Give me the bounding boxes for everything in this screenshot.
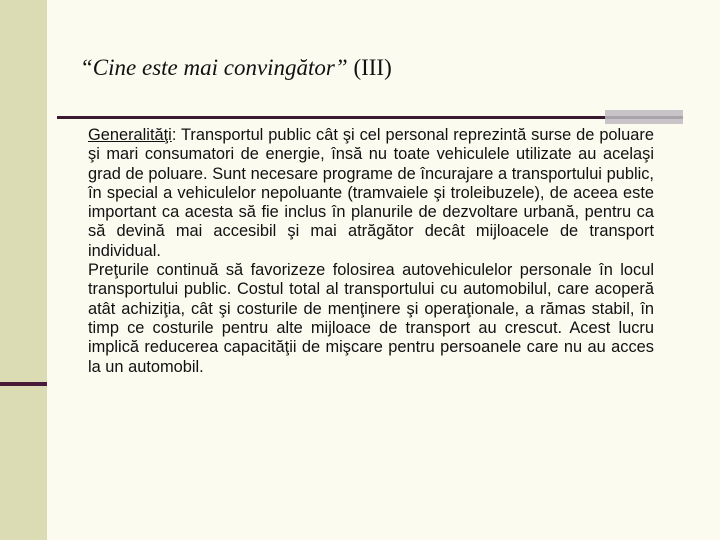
paragraph-lead-colon: : xyxy=(171,126,182,144)
title-rule xyxy=(57,116,677,119)
paragraph-lead: Generalităţi xyxy=(88,126,172,144)
sidebar-marker xyxy=(0,382,47,386)
title-text: “Cine este mai convingător” xyxy=(80,55,354,80)
sidebar-band xyxy=(0,0,47,540)
slide-title xyxy=(80,55,392,81)
slide-body xyxy=(88,126,654,377)
title-roman-numeral: (III) xyxy=(353,55,392,80)
title-rule-accent-line xyxy=(605,116,683,119)
paragraph-body: Transportul public cât şi cel personal reprezintă surse de poluare şi mari consumatori de energie, însă nu toate vehiculele utilizate au acelaşi grad de poluare. Sunt necesare programe de încurajare a transportului public, în special a vehiculelor nepoluante (tramvaiele şi troleibuzele), de aceea este important ca acesta să fie inclus în planurile de dezvoltare urbană, pentru ca să devină mai accesibil şi mai atrăgător decât mijloacele de transport individual. xyxy=(88,126,654,260)
paragraph-generalities xyxy=(88,126,654,261)
paragraph-prices: Preţurile continuă să favorizeze folosirea autovehiculelor personale în locul transportului public. Costul total al transportului cu automobilul, care acoperă atât achiziţia, cât şi costurile de menţinere şi operaţionale, a rămas stabil, în timp ce costurile pentru alte mijloace de transport au crescut. Acest lucru implică reducerea capacităţii de mişcare pentru persoanele care nu au acces la un automobil. xyxy=(88,261,654,376)
